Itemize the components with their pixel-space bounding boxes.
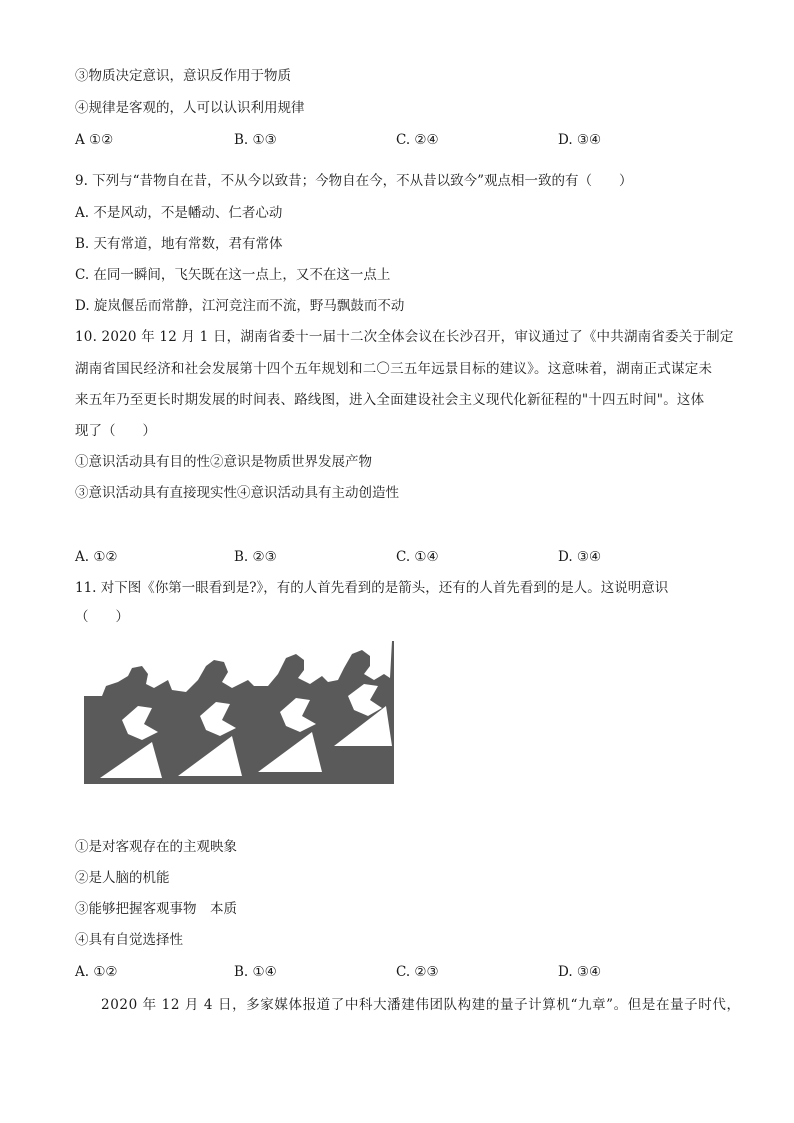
q8-option-a[interactable]: A ①②: [75, 132, 114, 148]
q9-option-a[interactable]: A. 不是风动，不是幡动、仁者心动: [75, 205, 283, 221]
q11-stem-line-1: 11. 对下图《你第一眼看到是?》，有的人首先看到的是箭头，还有的人首先看到的是人。这说明意识: [75, 580, 669, 596]
q10-options: [75, 548, 715, 566]
q8-options: [75, 131, 715, 149]
q8-statement-3: ③物质决定意识，意识反作用于物质: [75, 68, 291, 84]
q9-stem: 9. 下列与“昔物自在昔，不从今以致昔；今物自在今，不从昔以致今”观点相一致的有（ ）: [75, 173, 633, 189]
q12-intro: 2020 年 12 月 4 日，多家媒体报道了中科大潘建伟团队构建的量子计算机“九章”。但是在量子时代，: [101, 997, 741, 1013]
q10-stem-line-2: 湖南省国民经济和社会发展第十四个五年规划和二〇三五年远景目标的建议》。这意味着，湖南正式谋定未: [75, 361, 713, 377]
q11-statement-3: ③能够把握客观事物 本质: [75, 901, 237, 917]
q11-option-b[interactable]: B. ①④: [234, 964, 277, 980]
q10-stem-line-1: 10. 2020 年 12 月 1 日，湖南省委十一届十二次全体会议在长沙召开，审议通过了《中共湖南省委关于制定: [75, 329, 734, 345]
q10-statements-1-2: ①意识活动具有目的性②意识是物质世界发展产物: [75, 454, 372, 470]
q8-option-c[interactable]: C. ②④: [396, 132, 439, 148]
q11-stem-line-2: （ ）: [75, 609, 129, 625]
q11-statement-1: ①是对客观存在的主观映象: [75, 839, 237, 855]
q8-option-b[interactable]: B. ①③: [234, 132, 277, 148]
q11-options: [75, 963, 715, 981]
q11-option-d[interactable]: D. ③④: [558, 964, 602, 980]
q10-option-c[interactable]: C. ①④: [396, 549, 439, 565]
q10-option-d[interactable]: D. ③④: [558, 549, 602, 565]
q11-statement-2: ②是人脑的机能: [75, 870, 170, 886]
q9-option-d[interactable]: D. 旋岚偃岳而常静，江河竞注而不流，野马飘鼓而不动: [75, 298, 405, 314]
q10-stem-line-4: 现了（ ）: [75, 423, 156, 439]
q9-option-b[interactable]: B. 天有常道，地有常数，君有常体: [75, 236, 283, 252]
q10-option-b[interactable]: B. ②③: [234, 549, 277, 565]
q8-option-d[interactable]: D. ③④: [558, 132, 602, 148]
q11-statement-4: ④具有自觉选择性: [75, 932, 183, 948]
q10-stem-line-3: 来五年乃至更长时期发展的时间表、路线图，进入全面建设社会主义现代化新征程的"十四五时间"。这体: [75, 392, 705, 408]
arrows-or-people-figure: [82, 636, 394, 798]
q10-option-a[interactable]: A. ①②: [75, 549, 118, 565]
q8-statement-4: ④规律是客观的，人可以认识利用规律: [75, 100, 305, 116]
q9-option-c[interactable]: C. 在同一瞬间，飞矢既在这一点上，又不在这一点上: [75, 267, 391, 283]
q10-statements-3-4: ③意识活动具有直接现实性④意识活动具有主动创造性: [75, 485, 399, 501]
q11-option-a[interactable]: A. ①②: [75, 964, 118, 980]
q11-option-c[interactable]: C. ②③: [396, 964, 439, 980]
